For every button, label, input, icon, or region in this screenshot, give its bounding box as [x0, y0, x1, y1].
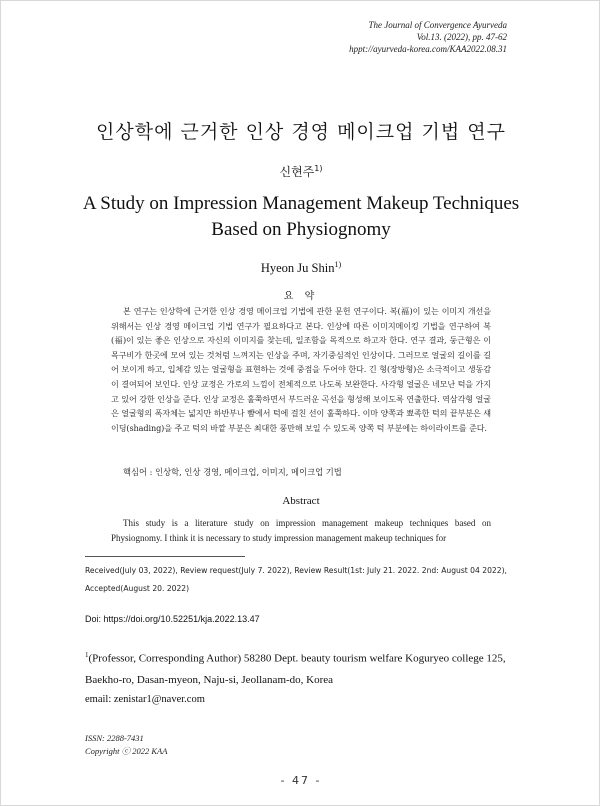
journal-link[interactable]: hppt://ayurveda-korea.com/KAA2022.08.31: [349, 44, 507, 54]
author-korean-name: 신현주: [279, 165, 315, 179]
author-korean: [1, 163, 600, 180]
author-korean-footnote-mark: 1): [314, 164, 323, 173]
issn: ISSN: 2288-7431: [85, 733, 144, 743]
abstract-korean-heading: 요 약: [283, 291, 319, 302]
journal-header: [349, 19, 507, 55]
title-korean: 인상학에 근거한 인상 경영 메이크업 기법 연구: [96, 121, 506, 143]
affiliation-text: (Professor, Corresponding Author) 58280 Dept. beauty tourism welfare Koguryeo college 125, Baekho-ro, Dasan-myeon, Naju-si, Jeollanam-do, Korea: [85, 652, 506, 686]
affiliation-footnote-mark: 1: [85, 651, 89, 659]
abstract-english-body: This study is a literature study on impression management makeup techniques based on Physiognomy. I think it is necessary to study impression management makeup techniques for: [111, 518, 491, 543]
journal-volume: Vol.13. (2022), pp. 47-62: [416, 32, 507, 42]
journal-name: The Journal of Convergence Ayurveda: [368, 20, 507, 30]
abstract-english-heading: Abstract: [282, 495, 320, 507]
author-english-footnote-mark: 1): [334, 260, 342, 269]
abstract-korean-body: 본 연구는 인상학에 근거한 인상 경영 메이크업 기법에 관한 문헌 연구이다. 복(福)이 있는 이미지 개선을 위해서는 인상 경영 메이크업 기법 연구가 필요하다고 본다. 인상에 따른 이미지메이킹 기법을 연구하여 복(福)이 있는 좋은 인상으로 자신의 이미지를 찾는데, 일조함을 목적으로 하고자 한다. 연구 결과, 둥근형은 이목구비가 한곳에 모여 있는 것처럼 느껴지는 인상을 주며, 자기중심적인 인상이다. 그러므로 얼굴의 길이를 길어 보이게 하고, 입체감 있는 얼굴형을 표현하는 것에 중점을 두어야 한다. 긴 형(장방형)은 소극적이고 생동감이 결여되어 보인다. 인상 교정은 가로의 느낌이 전체적으로 나도록 보완한다. 사각형 얼굴은 네모난 턱을 가지고 있어 강한 인상을 준다. 인상 교정은 훌쭉하면서 부드러운 곡선을 형성해 보이도록 연출한다. 역삼각형 얼굴은 얼굴형의 폭자체는 넓지만 하반부나 뺨에서 턱에 걸친 선이 훌쭉하다. 이마 양쪽과 뾰족한 턱의 끝부분은 섀이딩(shading)을 주고 턱의 바깥 부분은 최대한 풍만해 보일 수 있도록 양쪽 턱 부분에는 하이라이트를 준다.: [111, 306, 491, 433]
received-dates: Received(July 03, 2022), Review request(July 7. 2022), Review Result(1st: July 21. 2022. 2nd: August 04 2022), Accepted(August 20. 2022): [85, 566, 507, 593]
doi-link[interactable]: Doi: https://doi.org/10.52251/kja.2022.13.47: [85, 614, 260, 624]
author-email[interactable]: email: zenistar1@naver.com: [85, 694, 205, 705]
author-english-name: Hyeon Ju Shin: [260, 261, 335, 276]
page-number: - 47 -: [280, 774, 322, 787]
author-affiliation: [85, 645, 525, 691]
footnote-divider: [85, 556, 245, 557]
keywords: 핵심어 : 인상학, 인상 경영, 메이크업, 이미지, 메이크업 기법: [123, 467, 342, 477]
author-english: [1, 260, 600, 276]
issn-block: [85, 732, 167, 757]
title-english-line-2: Based on Physiognomy: [211, 219, 391, 240]
title-english-line-1: A Study on Impression Management Makeup Techniques: [82, 193, 520, 214]
copyright: Copyright ⓒ 2022 KAA: [85, 745, 168, 756]
title-english: [1, 191, 600, 243]
